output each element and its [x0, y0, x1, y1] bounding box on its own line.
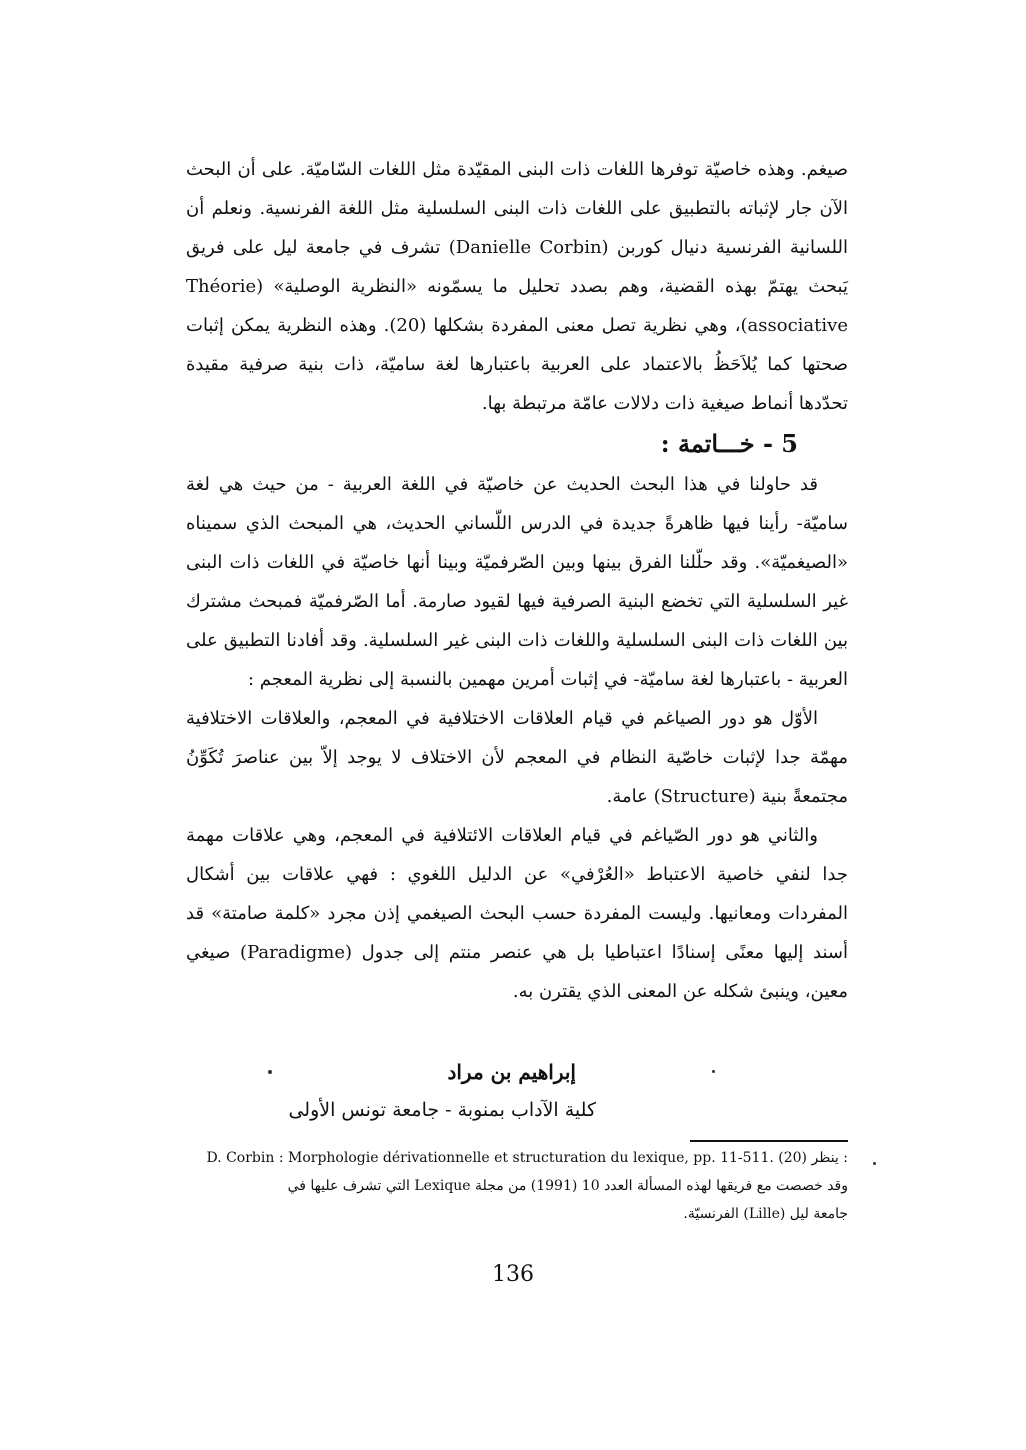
footnote-20 — [186, 1144, 848, 1172]
text-line: ونعلم أن اللسانية الفرنسية دنيال كوربن (Danielle Corbin) تشرف في جامعة ليل على — [186, 198, 848, 258]
text-line: صيغم. وهذه خاصيّة توفرها اللغات ذات البنى المقيّدة مثل اللغات السّاميّة. على أن — [237, 159, 848, 180]
text-line: بين اللغات ذات البنى السلسلية واللغات ذات البنى غير السلسلية. وقد أفادنا التطبيق على — [186, 630, 848, 651]
text-line: وينبئ شكله عن المعنى الذي يقترن به. — [512, 981, 799, 1002]
text-line: «الصيغميّة». وقد حلّلنا الفرق بينها وبين الصّرفميّة وبينا أنها خاصيّة في اللغات ذات البنى — [186, 552, 848, 573]
text-line: أسند إليها معنًى إسنادًا اعتباطيا بل هي عنصر منتم إلى جدول (Paradigme) صيغي معين، — [186, 942, 848, 1002]
text-line: المفردات ومعانيها. وليست المفردة حسب البحث الصيغمي إذن مجرد «كلمة صامتة» قد — [186, 903, 848, 924]
scan-speck — [873, 1162, 876, 1165]
footnote-line: وقد خصصت مع فريقها لهذه المسألة العدد 10 (1991) من مجلة Lexique التي تشرف عليها في — [287, 1178, 848, 1194]
text-line: والثاني هو دور الصّياغم في قيام العلاقات الائتلافية في المعجم، وهي علاقات — [232, 825, 818, 846]
main-text — [186, 150, 848, 1011]
section-heading: 5 - خـــاتمة : — [660, 429, 798, 458]
text-line: بين عناصرَ تُكَوِّنُ مجتمعةً بنية (Structure) عامة. — [186, 747, 848, 807]
footnote-citation: D. Corbin : Morphologie dérivationnelle et structuration du lexique, pp. 11-511. — [206, 1150, 774, 1166]
text-line: تحدّدها أنماط صيغية ذات دلالات عامّة مرتبطة بها. — [481, 393, 848, 414]
author-name: إبراهيم بن مراد — [447, 1060, 576, 1084]
author-affiliation: كلية الآداب بمنوبة - جامعة تونس الأولى — [288, 1099, 596, 1121]
page-number: 136 — [492, 1262, 534, 1287]
text-line: مهمة جدا لنفي خاصية الاعتباط «العُرْفي» عن الدليل اللغوي : فهي علاقات بين أشكال — [186, 825, 848, 885]
text-line: لغة ساميّة- رأينا فيها ظاهرةً جديدة في الدرس اللّساني الحديث، هي المبحث الذي سميناه — [186, 474, 848, 534]
second-point-paragraph — [186, 816, 848, 1011]
scan-speck — [712, 1070, 715, 1073]
conclusion-paragraph — [186, 465, 848, 699]
text-line: صحتها كما يُلاَحَظُ بالاعتماد على العربية باعتبارها لغة ساميّة، ذات بنية صرفية مقيدة — [186, 354, 848, 375]
footnote-divider — [690, 1140, 848, 1142]
text-line: associative)، وهي نظرية تصل معنى المفردة بشكلها (20). وهذه النظرية يمكن إثبات — [186, 315, 848, 336]
footnote-line: جامعة ليل (Lille) الفرنسيّة. — [683, 1206, 848, 1222]
text-line: قد حاولنا في هذا البحث الحديث عن خاصيّة في اللغة العربية - من حيث هي — [218, 474, 818, 495]
text-line: غير السلسلية التي تخضع البنية الصرفية فيها لقيود صارمة. أما الصّرفميّة فمبحث مشترك — [186, 591, 848, 612]
text-line: الأوّل هو دور الصياغم في قيام العلاقات الاختلافية في المعجم، والعلاقات — [260, 708, 818, 729]
text-line: الاختلافية مهمّة جدا لإثبات خاصّية النظام في المعجم لأن الاختلاف لا يوجد إلاّ — [186, 708, 848, 768]
text-line: فريق يَبحث يهتمّ بهذه القضية، وهم بصدد تحليل ما يسمّونه «النظرية الوصلية» (Théorie — [186, 237, 848, 297]
footnote-ref: (20) ينظر : — [778, 1150, 848, 1166]
scan-speck — [268, 1070, 272, 1074]
intro-paragraph — [186, 150, 848, 423]
text-line: العربية - باعتبارها لغة ساميّة- في إثبات أمرين مهمين بالنسبة إلى نظرية المعجم : — [248, 669, 848, 690]
text-line: البحث الآن جار لإثباته بالتطبيق على اللغات ذات البنى السلسلية مثل اللغة الفرنسية. — [186, 159, 848, 219]
first-point-paragraph — [186, 699, 848, 816]
footnotes — [186, 1144, 848, 1228]
